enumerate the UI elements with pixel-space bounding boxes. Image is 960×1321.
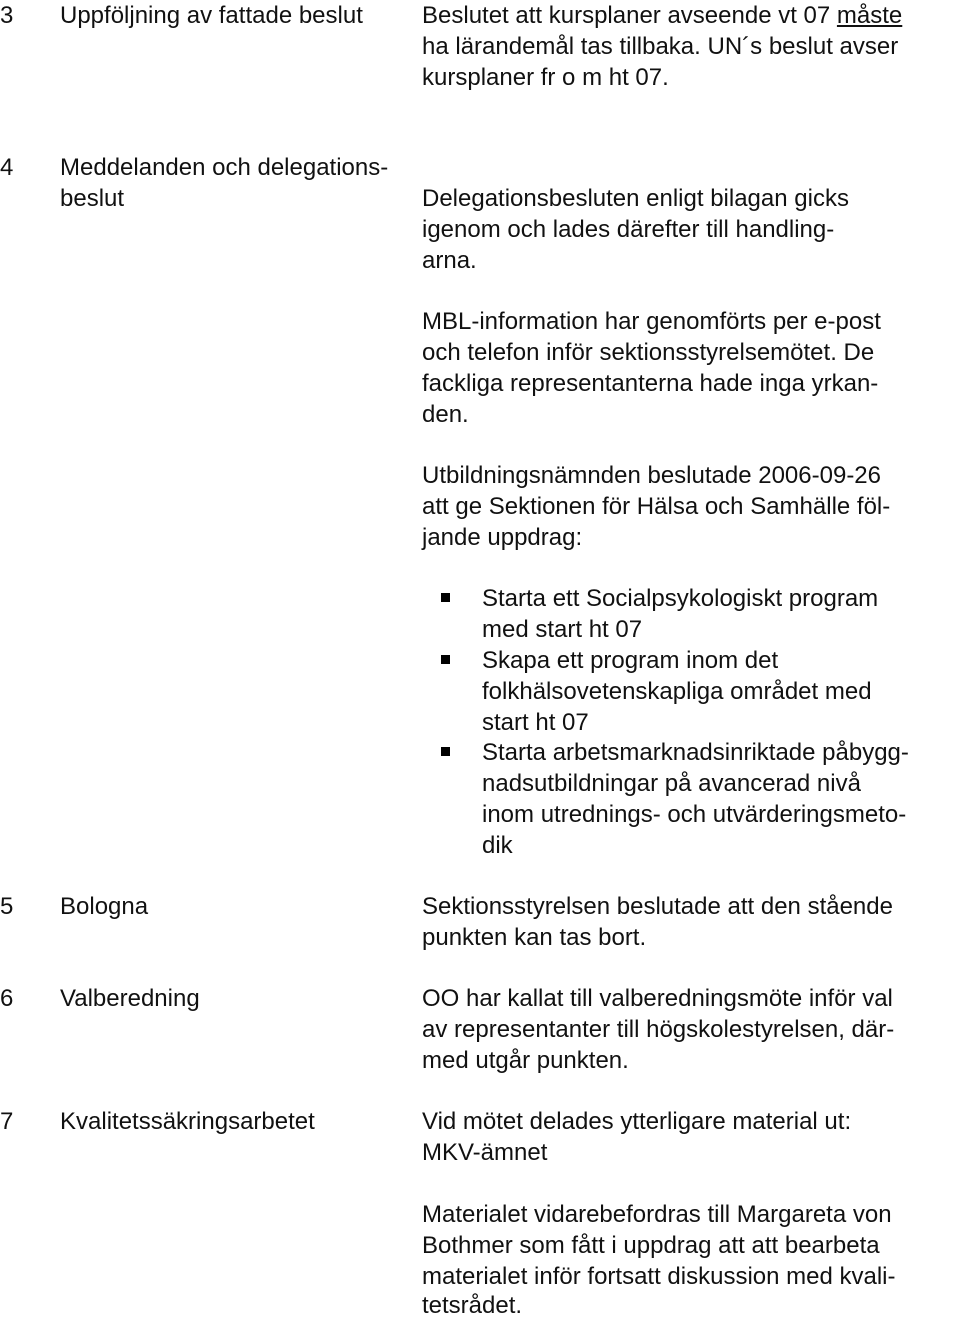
paragraph-line: Vid mötet delades ytterligare material ut: (422, 1108, 852, 1135)
paragraph-line: Materialet vidarebefordras till Margareta von (422, 1201, 892, 1228)
paragraph-line: materialet inför fortsatt diskussion med kvali- (422, 1263, 896, 1290)
paragraph-line: fackliga representanterna hade inga yrkan- (422, 370, 879, 397)
text-segment: Beslutet att kursplaner avseende vt 07 (422, 2, 837, 29)
bullet-line: start ht 07 (482, 709, 589, 736)
bullet-line: med start ht 07 (482, 616, 643, 643)
section-title-line: beslut (60, 185, 125, 212)
square-bullet-icon (441, 593, 450, 602)
section-title: Kvalitetssäkringsarbetet (60, 1108, 315, 1135)
square-bullet-icon (441, 747, 450, 756)
bullet-line: inom utrednings- och utvärderingsmeto- (482, 801, 907, 828)
paragraph-line: Bothmer som fått i uppdrag att att bearbeta (422, 1232, 880, 1259)
section-number: 6 (0, 985, 14, 1012)
bullet-line: Skapa ett program inom det (482, 647, 779, 674)
bullet-line: nadsutbildningar på avancerad nivå (482, 770, 861, 797)
section-text-line: av representanter till högskolestyrelsen, där- (422, 1016, 895, 1043)
section-text-line: med utgår punkten. (422, 1047, 629, 1074)
paragraph-line: den. (422, 401, 469, 428)
paragraph-line: tetsrådet. (422, 1292, 523, 1319)
paragraph-line: Utbildningsnämnden beslutade 2006-09-26 (422, 462, 881, 489)
paragraph-line: MKV-ämnet (422, 1139, 548, 1166)
section-text-line: ha lärandemål tas tillbaka. UN´s beslut avser (422, 33, 899, 60)
paragraph-line: jande uppdrag: (422, 524, 583, 551)
section-text-line: OO har kallat till valberedningsmöte inför val (422, 985, 893, 1012)
bullet-line: Starta ett Socialpsykologiskt program (482, 585, 879, 612)
paragraph-line: arna. (422, 247, 477, 274)
section-text-line (422, 0, 902, 31)
paragraph-line: Delegationsbesluten enligt bilagan gicks (422, 185, 849, 212)
paragraph-line: igenom och lades därefter till handling- (422, 216, 835, 243)
section-title: Uppföljning av fattade beslut (60, 2, 363, 29)
section-text-line: kursplaner fr o m ht 07. (422, 64, 669, 91)
section-number: 5 (0, 893, 14, 920)
section-number: 7 (0, 1108, 14, 1135)
section-number: 3 (0, 2, 14, 29)
bullet-line: dik (482, 832, 513, 859)
section-number: 4 (0, 154, 14, 181)
bullet-line: Starta arbetsmarknadsinriktade påbygg- (482, 739, 909, 766)
section-title: Valberedning (60, 985, 200, 1012)
section-title: Bologna (60, 893, 149, 920)
section-text-line: punkten kan tas bort. (422, 924, 647, 951)
paragraph-line: att ge Sektionen för Hälsa och Samhälle föl- (422, 493, 891, 520)
bullet-line: folkhälsovetenskapliga området med (482, 678, 872, 705)
paragraph-line: och telefon inför sektionsstyrelsemötet. De (422, 339, 875, 366)
section-text-line: Sektionsstyrelsen beslutade att den stående (422, 893, 893, 920)
paragraph-line: MBL-information har genomförts per e-post (422, 308, 881, 335)
square-bullet-icon (441, 655, 450, 664)
underlined-word: måste (836, 2, 903, 29)
section-title-line: Meddelanden och delegations- (60, 154, 389, 181)
